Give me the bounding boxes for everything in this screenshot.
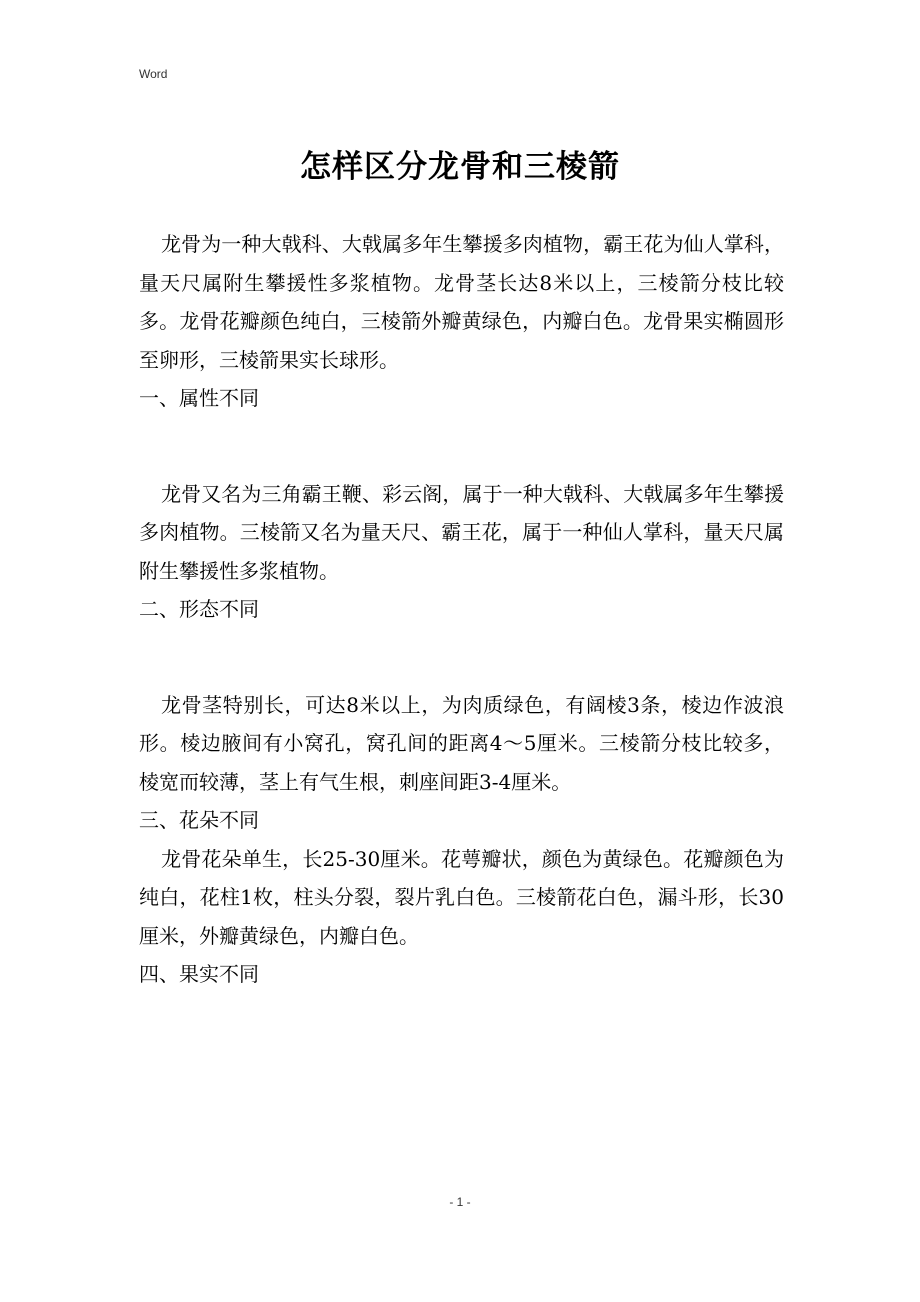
intro-paragraph: 龙骨为一种大戟科、大戟属多年生攀援多肉植物，霸王花为仙人掌科，量天尺属附生攀援性多浆植物。龙骨茎长达8米以上，三棱箭分枝比较多。龙骨花瓣颜色纯白，三棱箭外瓣黄绿色，内瓣白色。龙骨果实椭圆形至卵形，三棱箭果实长球形。 [139, 232, 784, 372]
section-heading-3: 三、花朵不同 [139, 808, 259, 832]
section-body-1: 龙骨又名为三角霸王鞭、彩云阁，属于一种大戟科、大戟属多年生攀援多肉植物。三棱箭又名为量天尺、霸王花，属于一种仙人掌科，量天尺属附生攀援性多浆植物。 [139, 481, 784, 583]
blank-line [139, 629, 784, 686]
document-title: 怎样区分龙骨和三棱箭 [300, 149, 620, 185]
page-number: - 1 - [449, 1195, 471, 1209]
header-app-label: Word [139, 67, 168, 81]
section-heading-4: 四、果实不同 [139, 962, 259, 986]
blank-line [139, 418, 784, 475]
section-heading-1: 一、属性不同 [139, 386, 259, 410]
section-body-2: 龙骨茎特别长，可达8米以上，为肉质绿色，有阔棱3条，棱边作波浪形。棱边腋间有小窝孔，窝孔间的距离4～5厘米。三棱箭分枝比较多，棱宽而较薄，茎上有气生根，刺座间距3-4厘米。 [139, 692, 784, 794]
document-body [139, 225, 784, 994]
section-heading-2: 二、形态不同 [139, 597, 259, 621]
section-body-3: 龙骨花朵单生，长25-30厘米。花萼瓣状，颜色为黄绿色。花瓣颜色为纯白，花柱1枚，柱头分裂，裂片乳白色。三棱箭花白色，漏斗形，长30厘米，外瓣黄绿色，内瓣白色。 [139, 846, 784, 948]
